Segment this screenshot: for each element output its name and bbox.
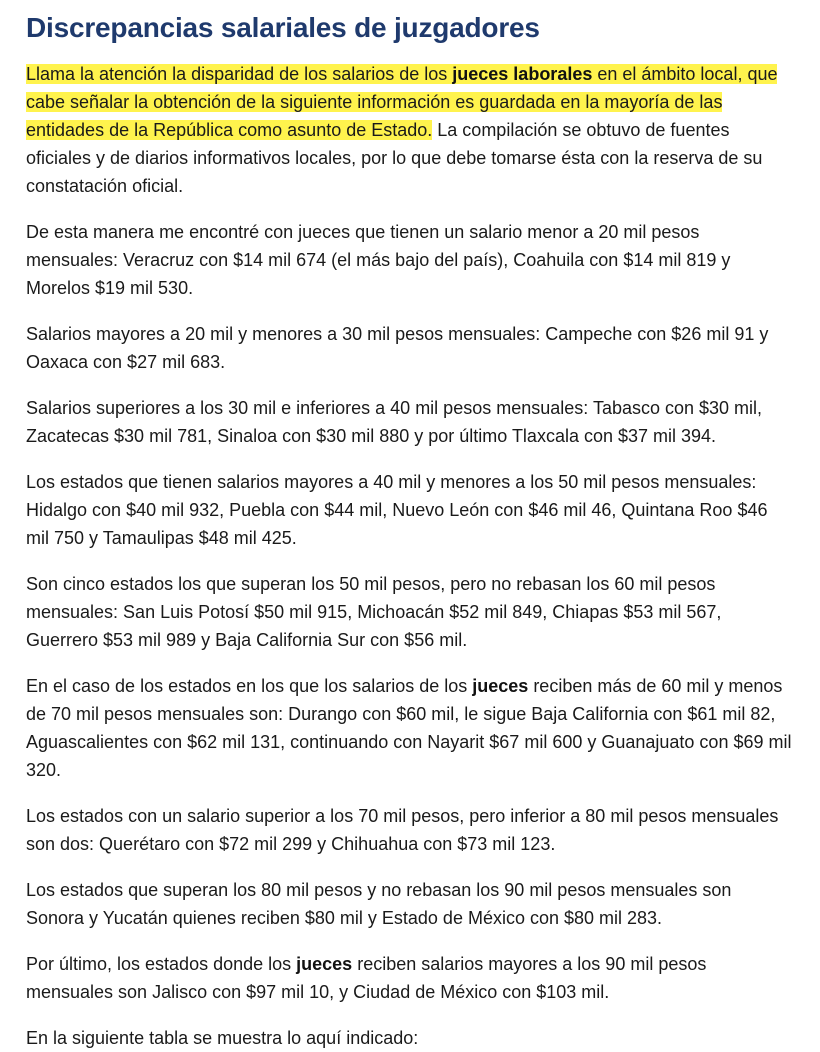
paragraph-60k-70k bbox=[26, 672, 794, 784]
paragraph-80k-90k: Los estados que superan los 80 mil pesos y no rebasan los 90 mil pesos mensuales son Sonora y Yucatán quienes reciben $80 mil y Estado de México con $80 mil 283. bbox=[26, 880, 732, 928]
highlight-text-end: en el ámbito local, que cabe señalar la obtención de la siguiente información es guardada en la mayoría de las entidades de la República como asunto de Estado. bbox=[26, 64, 778, 140]
paragraph-under-20k: De esta manera me encontré con jueces que tienen un salario menor a 20 mil pesos mensuales: Veracruz con $14 mil 674 (el más bajo del país), Coahuila con $14 mil 819 y Morelos $19 mil 530. bbox=[26, 222, 731, 298]
paragraph-20k-30k: Salarios mayores a 20 mil y menores a 30 mil pesos mensuales: Campeche con $26 mil 91 y Oaxaca con $27 mil 683. bbox=[26, 324, 769, 372]
paragraph-70k-80k: Los estados con un salario superior a los 70 mil pesos, pero inferior a 80 mil pesos mensuales son dos: Querétaro con $72 mil 299 y Chihuahua con $73 mil 123. bbox=[26, 806, 779, 854]
paragraph-over-90k bbox=[26, 950, 794, 1006]
paragraph-table-intro: En la siguiente tabla se muestra lo aquí indicado: bbox=[26, 1028, 419, 1048]
bold-term-jueces-laborales: jueces laborales bbox=[452, 64, 593, 84]
text-start: Por último, los estados donde los bbox=[26, 954, 297, 974]
text-end: reciben salarios mayores a los 90 mil pesos mensuales son Jalisco con $97 mil 10, y Ciudad de México con $103 mil. bbox=[26, 954, 707, 1002]
text-end: reciben más de 60 mil y menos de 70 mil pesos mensuales son: Durango con $60 mil, le sigue Baja California con $61 mil 82, Aguascalientes con $62 mil 131, continuando con Nayarit $67 mil 600 y Guanajuato con $69 mil 320. bbox=[26, 676, 792, 780]
article-title: Discrepancias salariales de juzgadores bbox=[26, 12, 540, 43]
bold-term-jueces: jueces bbox=[472, 676, 529, 696]
paragraph-intro bbox=[26, 60, 794, 200]
bold-term-jueces: jueces bbox=[296, 954, 353, 974]
paragraph-40k-50k: Los estados que tienen salarios mayores a 40 mil y menores a los 50 mil pesos mensuales: Hidalgo con $40 mil 932, Puebla con $44 mil, Nuevo León con $46 mil 46, Quintana Roo $46 mil 750 y Tamaulipas $48 mil 425. bbox=[26, 472, 768, 548]
highlight-text-start: Llama la atención la disparidad de los salarios de los bbox=[26, 64, 453, 84]
paragraph-50k-60k: Son cinco estados los que superan los 50 mil pesos, pero no rebasan los 60 mil pesos mensuales: San Luis Potosí $50 mil 915, Michoacán $52 mil 849, Chiapas $53 mil 567, Guerrero $53 mil 989 y Baja California Sur con $56 mil. bbox=[26, 574, 722, 650]
text-start: En el caso de los estados en los que los salarios de los bbox=[26, 676, 473, 696]
paragraph-30k-40k: Salarios superiores a los 30 mil e inferiores a 40 mil pesos mensuales: Tabasco con $30 mil, Zacatecas $30 mil 781, Sinaloa con $30 mil 880 y por último Tlaxcala con $37 mil 394. bbox=[26, 398, 763, 446]
intro-text-rest: La compilación se obtuvo de fuentes oficiales y de diarios informativos locales, por lo que debe tomarse ésta con la reserva de su constatación oficial. bbox=[26, 120, 763, 196]
